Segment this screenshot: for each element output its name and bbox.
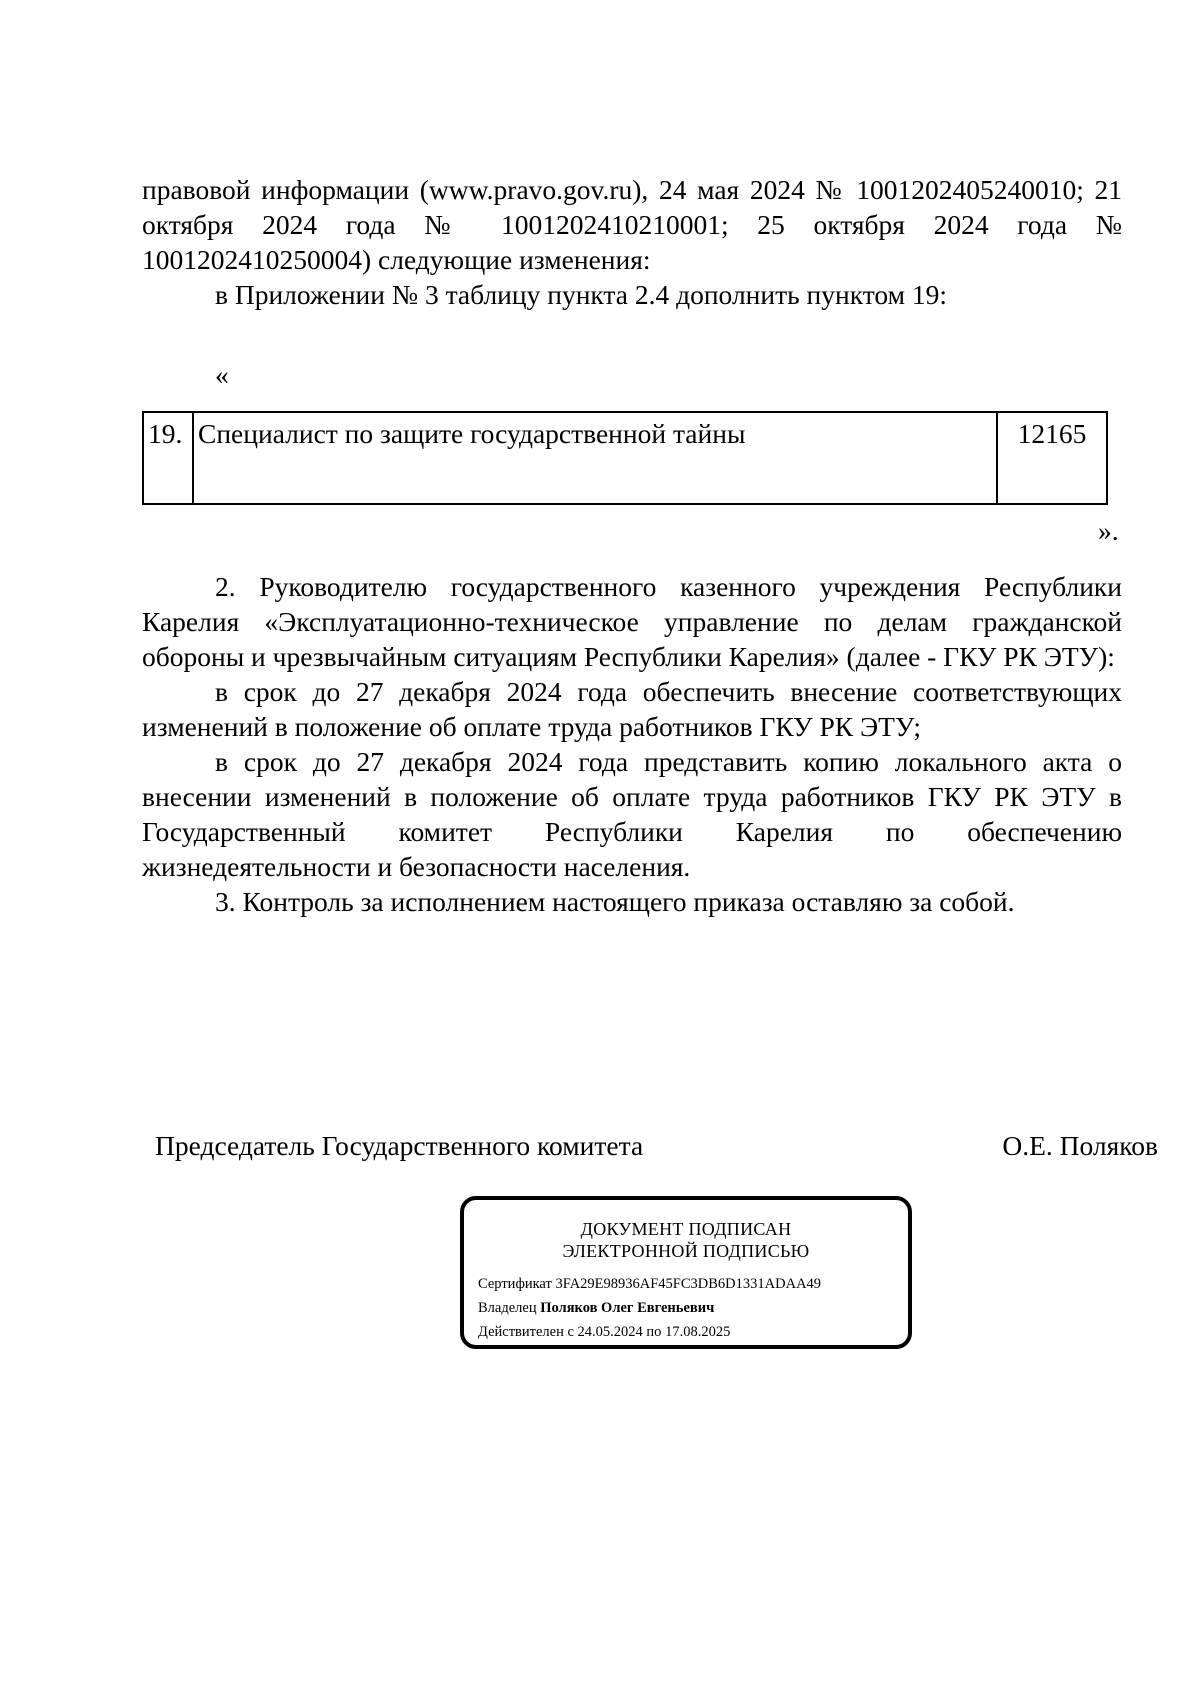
stamp-title-1: ДОКУМЕНТ ПОДПИСАН bbox=[580, 1219, 792, 1239]
stamp-validity bbox=[464, 1320, 908, 1344]
stamp-title-2: ЭЛЕКТРОННОЙ ПОДПИСЬЮ bbox=[562, 1241, 810, 1261]
signature-name: О.Е. Поляков bbox=[1002, 1130, 1158, 1161]
amendment-line: в Приложении № 3 таблицу пункта 2.4 дополнить пунктом 19: bbox=[215, 279, 948, 310]
certificate-label: Сертификат bbox=[478, 1276, 552, 1292]
intro-line-1: правовой информации (www.pravo.gov.ru), 24 мая 2024 № 1001202405240010; 21 bbox=[142, 174, 1122, 205]
valid-to: 17.08.2025 bbox=[665, 1324, 731, 1340]
item-2-sub2-line-2: внесении изменений в положение об оплате труда работников ГКУ РК ЭТУ в bbox=[142, 781, 1122, 812]
table-row bbox=[143, 412, 1107, 504]
item-2-line-2: Карелия «Эксплуатационно-техническое управление по делам гражданской bbox=[142, 606, 1122, 637]
intro-paragraph bbox=[142, 172, 1122, 277]
table-cell-number: 19. bbox=[143, 412, 193, 504]
signature-title: Председатель Государственного комитета bbox=[155, 1130, 644, 1161]
item-2-sub1-line-1: в срок до 27 декабря 2024 года обеспечить внесение соответствующих bbox=[215, 676, 1122, 707]
intro-line-2: октября 2024 года № 1001202410210001; 25 октября 2024 года № bbox=[142, 209, 1122, 240]
stamp-certificate bbox=[464, 1272, 908, 1296]
table-cell-position: Специалист по защите государственной тайны bbox=[193, 412, 997, 504]
owner-label: Владелец bbox=[478, 1300, 537, 1316]
electronic-signature-stamp bbox=[460, 1196, 912, 1349]
table-cell-value: 12165 bbox=[997, 412, 1107, 504]
owner-value: Поляков Олег Евгеньевич bbox=[540, 1300, 715, 1316]
certificate-value: 3FA29E98936AF45FC3DB6D1331ADAA49 bbox=[555, 1276, 822, 1292]
item-2-line-3: обороны и чрезвычайным ситуациям Республики Карелия» (далее - ГКУ РК ЭТУ): bbox=[142, 641, 1115, 672]
item-2-sub1-line-2: изменений в положение об оплате труда работников ГКУ РК ЭТУ; bbox=[142, 711, 922, 742]
open-quote: « bbox=[215, 359, 229, 390]
item-3-line: 3. Контроль за исполнением настоящего приказа оставляю за собой. bbox=[215, 886, 1015, 917]
valid-to-label: по bbox=[646, 1324, 662, 1340]
close-quote: ». bbox=[1098, 515, 1119, 546]
stamp-owner bbox=[464, 1296, 908, 1320]
valid-label: Действителен с bbox=[478, 1324, 574, 1340]
item-2-sub2-line-1: в срок до 27 декабря 2024 года представить копию локального акта о bbox=[215, 746, 1122, 777]
item-2-line-1: 2. Руководителю государственного казенного учреждения Республики bbox=[215, 571, 1122, 602]
valid-from: 24.05.2024 bbox=[577, 1324, 643, 1340]
item-2-paragraph bbox=[142, 569, 1122, 919]
item-2-sub2-line-4: жизнедеятельности и безопасности населения. bbox=[142, 851, 691, 882]
amendment-table bbox=[142, 411, 1108, 505]
item-2-sub2-line-3: Государственный комитет Республики Карелия по обеспечению bbox=[142, 816, 1122, 847]
intro-line-3: 1001202410250004) следующие изменения: bbox=[142, 244, 651, 275]
